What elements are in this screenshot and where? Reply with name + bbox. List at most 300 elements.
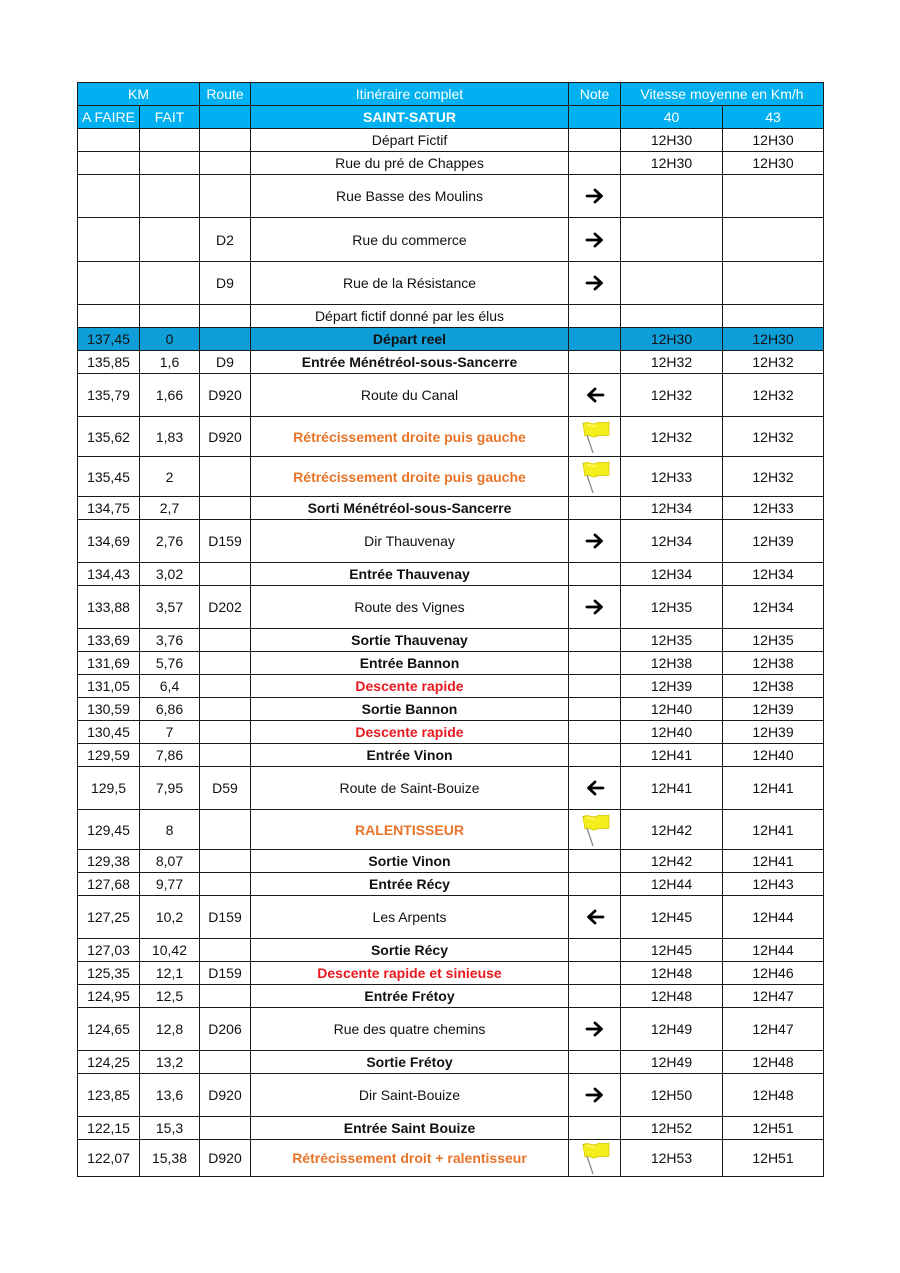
time-43-cell: 12H46 (723, 962, 824, 985)
time-43-cell: 12H39 (723, 698, 824, 721)
time-40-cell: 12H34 (621, 497, 723, 520)
route-cell (200, 810, 251, 850)
km-fait-cell: 10,2 (140, 896, 200, 939)
note-cell (569, 962, 621, 985)
time-40-cell: 12H50 (621, 1074, 723, 1117)
km-fait-cell: 12,8 (140, 1008, 200, 1051)
route-cell: D202 (200, 586, 251, 629)
time-43-cell: 12H34 (723, 563, 824, 586)
table-row (78, 721, 824, 744)
time-43-cell: 12H34 (723, 586, 824, 629)
km-a-faire-cell: 129,59 (78, 744, 140, 767)
time-40-cell (621, 218, 723, 262)
time-40-cell: 12H35 (621, 586, 723, 629)
route-cell (200, 873, 251, 896)
time-43-cell: 12H51 (723, 1140, 824, 1177)
right-arrow-icon (585, 232, 605, 248)
left-arrow-icon (585, 780, 605, 796)
table-row (78, 497, 824, 520)
note-cell (569, 152, 621, 175)
note-cell (569, 1008, 621, 1051)
route-cell (200, 457, 251, 497)
right-arrow-icon (585, 275, 605, 291)
time-43-cell: 12H39 (723, 520, 824, 563)
itineraire-cell: Rue du commerce (251, 218, 569, 262)
time-43-cell: 12H33 (723, 497, 824, 520)
itineraire-cell: Route de Saint-Bouize (251, 767, 569, 810)
table-row (78, 305, 824, 328)
km-a-faire-cell: 130,45 (78, 721, 140, 744)
header-note: Note (569, 83, 621, 106)
note-cell (569, 1140, 621, 1177)
route-cell: D920 (200, 1140, 251, 1177)
itineraire-cell: Rue des quatre chemins (251, 1008, 569, 1051)
itineraire-cell: Entrée Ménétréol-sous-Sancerre (251, 351, 569, 374)
itineraire-cell: Route des Vignes (251, 586, 569, 629)
note-cell (569, 873, 621, 896)
table-row (78, 810, 824, 850)
km-fait-cell: 7,86 (140, 744, 200, 767)
km-a-faire-cell: 124,25 (78, 1051, 140, 1074)
route-cell: D920 (200, 374, 251, 417)
route-cell (200, 1051, 251, 1074)
km-fait-cell: 7 (140, 721, 200, 744)
table-row (78, 698, 824, 721)
table-row (78, 520, 824, 563)
km-fait-cell: 3,57 (140, 586, 200, 629)
right-arrow-icon (585, 1021, 605, 1037)
note-cell (569, 218, 621, 262)
km-a-faire-cell: 127,68 (78, 873, 140, 896)
itineraire-cell: Rue Basse des Moulins (251, 175, 569, 218)
table-row (78, 563, 824, 586)
km-a-faire-cell: 127,03 (78, 939, 140, 962)
km-a-faire-cell: 135,62 (78, 417, 140, 457)
table-row (78, 629, 824, 652)
time-40-cell: 12H42 (621, 810, 723, 850)
route-cell: D159 (200, 896, 251, 939)
time-40-cell: 12H38 (621, 652, 723, 675)
route-cell (200, 698, 251, 721)
time-40-cell: 12H48 (621, 985, 723, 1008)
route-cell (200, 1117, 251, 1140)
itineraire-cell: Sortie Thauvenay (251, 629, 569, 652)
time-40-cell: 12H49 (621, 1051, 723, 1074)
time-40-cell: 12H35 (621, 629, 723, 652)
route-cell (200, 629, 251, 652)
km-a-faire-cell: 133,69 (78, 629, 140, 652)
route-cell (200, 939, 251, 962)
warning-flag-icon (578, 419, 612, 455)
table-row (78, 328, 824, 351)
time-40-cell: 12H32 (621, 351, 723, 374)
km-fait-cell (140, 175, 200, 218)
km-a-faire-cell: 127,25 (78, 896, 140, 939)
time-43-cell (723, 305, 824, 328)
header-route: Route (200, 83, 251, 106)
right-arrow-icon (585, 188, 605, 204)
km-fait-cell: 12,5 (140, 985, 200, 1008)
km-fait-cell (140, 218, 200, 262)
km-a-faire-cell: 130,59 (78, 698, 140, 721)
route-cell: D9 (200, 262, 251, 305)
itineraire-cell: Départ reel (251, 328, 569, 351)
km-fait-cell: 15,38 (140, 1140, 200, 1177)
time-43-cell: 12H39 (723, 721, 824, 744)
table-row (78, 744, 824, 767)
time-40-cell: 12H34 (621, 520, 723, 563)
route-cell: D2 (200, 218, 251, 262)
table-row (78, 767, 824, 810)
time-43-cell: 12H32 (723, 374, 824, 417)
time-40-cell: 12H33 (621, 457, 723, 497)
route-cell (200, 305, 251, 328)
table-row (78, 152, 824, 175)
note-cell (569, 457, 621, 497)
km-a-faire-cell: 124,65 (78, 1008, 140, 1051)
note-cell (569, 721, 621, 744)
note-cell (569, 629, 621, 652)
table-row (78, 1117, 824, 1140)
header-row-2 (78, 106, 824, 129)
time-40-cell: 12H45 (621, 896, 723, 939)
itineraire-cell: Dir Thauvenay (251, 520, 569, 563)
itineraire-cell: Rétrécissement droite puis gauche (251, 457, 569, 497)
note-cell (569, 744, 621, 767)
time-40-cell: 12H42 (621, 850, 723, 873)
table-row (78, 1051, 824, 1074)
itineraire-cell: Rétrécissement droit + ralentisseur (251, 1140, 569, 1177)
time-43-cell: 12H30 (723, 129, 824, 152)
note-cell (569, 1117, 621, 1140)
time-43-cell: 12H38 (723, 675, 824, 698)
time-43-cell (723, 175, 824, 218)
route-cell (200, 563, 251, 586)
route-cell (200, 744, 251, 767)
time-43-cell: 12H32 (723, 351, 824, 374)
km-a-faire-cell: 135,45 (78, 457, 140, 497)
itineraire-cell: Entrée Thauvenay (251, 563, 569, 586)
km-a-faire-cell (78, 129, 140, 152)
time-40-cell (621, 262, 723, 305)
time-40-cell (621, 305, 723, 328)
time-43-cell: 12H47 (723, 1008, 824, 1051)
time-43-cell: 12H32 (723, 457, 824, 497)
note-cell (569, 175, 621, 218)
km-fait-cell (140, 262, 200, 305)
note-cell (569, 810, 621, 850)
note-cell (569, 675, 621, 698)
table-row (78, 586, 824, 629)
route-cell: D920 (200, 417, 251, 457)
time-43-cell: 12H48 (723, 1051, 824, 1074)
route-cell (200, 675, 251, 698)
route-cell (200, 152, 251, 175)
table-row (78, 175, 824, 218)
time-43-cell: 12H35 (723, 629, 824, 652)
note-cell (569, 698, 621, 721)
km-fait-cell (140, 152, 200, 175)
note-cell (569, 652, 621, 675)
table-row (78, 417, 824, 457)
km-a-faire-cell (78, 305, 140, 328)
km-a-faire-cell: 135,79 (78, 374, 140, 417)
km-a-faire-cell: 129,38 (78, 850, 140, 873)
note-cell (569, 305, 621, 328)
km-a-faire-cell: 122,15 (78, 1117, 140, 1140)
itineraire-cell: Sortie Vinon (251, 850, 569, 873)
table-row (78, 129, 824, 152)
km-fait-cell: 9,77 (140, 873, 200, 896)
time-40-cell: 12H40 (621, 721, 723, 744)
time-40-cell: 12H32 (621, 374, 723, 417)
note-cell (569, 985, 621, 1008)
km-a-faire-cell: 129,5 (78, 767, 140, 810)
km-a-faire-cell: 131,69 (78, 652, 140, 675)
km-a-faire-cell (78, 262, 140, 305)
km-a-faire-cell: 137,45 (78, 328, 140, 351)
km-a-faire-cell: 131,05 (78, 675, 140, 698)
itineraire-cell: RALENTISSEUR (251, 810, 569, 850)
time-43-cell: 12H30 (723, 152, 824, 175)
note-cell (569, 417, 621, 457)
km-fait-cell: 1,6 (140, 351, 200, 374)
km-fait-cell: 8 (140, 810, 200, 850)
right-arrow-icon (585, 533, 605, 549)
note-cell (569, 374, 621, 417)
km-fait-cell: 2 (140, 457, 200, 497)
table-row (78, 985, 824, 1008)
time-40-cell: 12H41 (621, 767, 723, 810)
km-a-faire-cell: 135,85 (78, 351, 140, 374)
time-43-cell: 12H51 (723, 1117, 824, 1140)
itineraire-cell: Descente rapide (251, 721, 569, 744)
table-row (78, 896, 824, 939)
time-40-cell: 12H48 (621, 962, 723, 985)
km-fait-cell: 3,76 (140, 629, 200, 652)
note-cell (569, 767, 621, 810)
time-43-cell: 12H41 (723, 767, 824, 810)
note-cell (569, 129, 621, 152)
time-40-cell: 12H30 (621, 328, 723, 351)
time-40-cell: 12H44 (621, 873, 723, 896)
time-43-cell: 12H40 (723, 744, 824, 767)
time-43-cell: 12H41 (723, 850, 824, 873)
km-fait-cell: 2,76 (140, 520, 200, 563)
km-a-faire-cell: 123,85 (78, 1074, 140, 1117)
itineraire-cell: Descente rapide (251, 675, 569, 698)
km-fait-cell (140, 129, 200, 152)
itineraire-cell: Entrée Vinon (251, 744, 569, 767)
km-fait-cell: 1,83 (140, 417, 200, 457)
route-cell: D9 (200, 351, 251, 374)
time-43-cell (723, 218, 824, 262)
itineraire-cell: Entrée Bannon (251, 652, 569, 675)
note-cell (569, 939, 621, 962)
itineraire-cell: Descente rapide et sinieuse (251, 962, 569, 985)
km-fait-cell: 8,07 (140, 850, 200, 873)
header-speed-40: 40 (621, 106, 723, 129)
left-arrow-icon (585, 387, 605, 403)
time-40-cell (621, 175, 723, 218)
time-43-cell: 12H30 (723, 328, 824, 351)
km-fait-cell: 12,1 (140, 962, 200, 985)
header-itineraire: Itinéraire complet (251, 83, 569, 106)
itineraire-cell: Les Arpents (251, 896, 569, 939)
itineraire-cell: Sortie Récy (251, 939, 569, 962)
km-a-faire-cell (78, 152, 140, 175)
right-arrow-icon (585, 1087, 605, 1103)
time-40-cell: 12H53 (621, 1140, 723, 1177)
table-row (78, 1140, 824, 1177)
km-a-faire-cell (78, 218, 140, 262)
note-cell (569, 351, 621, 374)
km-fait-cell: 0 (140, 328, 200, 351)
time-40-cell: 12H39 (621, 675, 723, 698)
right-arrow-icon (585, 599, 605, 615)
time-43-cell: 12H44 (723, 939, 824, 962)
note-cell (569, 262, 621, 305)
route-cell (200, 328, 251, 351)
time-43-cell: 12H47 (723, 985, 824, 1008)
km-fait-cell: 6,4 (140, 675, 200, 698)
time-40-cell: 12H32 (621, 417, 723, 457)
table-row (78, 1074, 824, 1117)
itineraire-cell: Départ fictif donné par les élus (251, 305, 569, 328)
km-fait-cell: 1,66 (140, 374, 200, 417)
itineraire-cell: Sortie Frétoy (251, 1051, 569, 1074)
time-40-cell: 12H41 (621, 744, 723, 767)
km-fait-cell: 3,02 (140, 563, 200, 586)
time-43-cell: 12H38 (723, 652, 824, 675)
time-40-cell: 12H34 (621, 563, 723, 586)
route-cell (200, 985, 251, 1008)
time-43-cell: 12H43 (723, 873, 824, 896)
time-43-cell: 12H48 (723, 1074, 824, 1117)
header-route-empty (200, 106, 251, 129)
header-fait: FAIT (140, 106, 200, 129)
header-vitesse: Vitesse moyenne en Km/h (621, 83, 824, 106)
itineraire-cell: Rétrécissement droite puis gauche (251, 417, 569, 457)
time-43-cell: 12H32 (723, 417, 824, 457)
itineraire-cell: Sortie Bannon (251, 698, 569, 721)
table-row (78, 1008, 824, 1051)
note-cell (569, 1074, 621, 1117)
itineraire-cell: Entrée Saint Bouize (251, 1117, 569, 1140)
route-cell (200, 175, 251, 218)
note-cell (569, 520, 621, 563)
km-a-faire-cell: 122,07 (78, 1140, 140, 1177)
header-row-1 (78, 83, 824, 106)
km-a-faire-cell: 133,88 (78, 586, 140, 629)
km-a-faire-cell: 134,69 (78, 520, 140, 563)
time-40-cell: 12H30 (621, 152, 723, 175)
header-km: KM (78, 83, 200, 106)
time-43-cell (723, 262, 824, 305)
km-fait-cell: 7,95 (140, 767, 200, 810)
time-40-cell: 12H49 (621, 1008, 723, 1051)
table-body (78, 129, 824, 1177)
table-row (78, 218, 824, 262)
time-40-cell: 12H30 (621, 129, 723, 152)
km-a-faire-cell: 124,95 (78, 985, 140, 1008)
km-fait-cell: 15,3 (140, 1117, 200, 1140)
header-start-location: SAINT-SATUR (251, 106, 569, 129)
note-cell (569, 586, 621, 629)
route-cell (200, 129, 251, 152)
warning-flag-icon (578, 812, 612, 848)
table-row (78, 262, 824, 305)
note-cell (569, 850, 621, 873)
itineraire-cell: Sorti Ménétréol-sous-Sancerre (251, 497, 569, 520)
km-a-faire-cell: 134,75 (78, 497, 140, 520)
route-cell (200, 850, 251, 873)
table-row (78, 873, 824, 896)
table-row (78, 850, 824, 873)
route-cell: D159 (200, 962, 251, 985)
route-cell: D59 (200, 767, 251, 810)
itineraire-cell: Entrée Récy (251, 873, 569, 896)
note-cell (569, 497, 621, 520)
time-40-cell: 12H40 (621, 698, 723, 721)
itineraire-cell: Rue de la Résistance (251, 262, 569, 305)
table-row (78, 652, 824, 675)
km-fait-cell: 13,2 (140, 1051, 200, 1074)
km-fait-cell: 2,7 (140, 497, 200, 520)
route-cell: D920 (200, 1074, 251, 1117)
warning-flag-icon (578, 1140, 612, 1176)
note-cell (569, 563, 621, 586)
roadbook-table (77, 82, 824, 1177)
route-cell: D206 (200, 1008, 251, 1051)
table-row (78, 962, 824, 985)
table-row (78, 374, 824, 417)
time-40-cell: 12H52 (621, 1117, 723, 1140)
time-43-cell: 12H44 (723, 896, 824, 939)
header-a-faire: A FAIRE (78, 106, 140, 129)
km-a-faire-cell: 134,43 (78, 563, 140, 586)
note-cell (569, 896, 621, 939)
km-fait-cell: 6,86 (140, 698, 200, 721)
table-row (78, 675, 824, 698)
km-fait-cell: 10,42 (140, 939, 200, 962)
header-speed-43: 43 (723, 106, 824, 129)
km-a-faire-cell: 125,35 (78, 962, 140, 985)
route-cell (200, 497, 251, 520)
table-row (78, 457, 824, 497)
itineraire-cell: Route du Canal (251, 374, 569, 417)
route-cell: D159 (200, 520, 251, 563)
itineraire-cell: Dir Saint-Bouize (251, 1074, 569, 1117)
table-row (78, 939, 824, 962)
header-note-empty (569, 106, 621, 129)
route-cell (200, 652, 251, 675)
note-cell (569, 328, 621, 351)
km-a-faire-cell (78, 175, 140, 218)
note-cell (569, 1051, 621, 1074)
left-arrow-icon (585, 909, 605, 925)
itineraire-cell: Départ Fictif (251, 129, 569, 152)
km-a-faire-cell: 129,45 (78, 810, 140, 850)
route-cell (200, 721, 251, 744)
warning-flag-icon (578, 459, 612, 495)
km-fait-cell (140, 305, 200, 328)
km-fait-cell: 13,6 (140, 1074, 200, 1117)
time-43-cell: 12H41 (723, 810, 824, 850)
km-fait-cell: 5,76 (140, 652, 200, 675)
time-40-cell: 12H45 (621, 939, 723, 962)
table-row (78, 351, 824, 374)
